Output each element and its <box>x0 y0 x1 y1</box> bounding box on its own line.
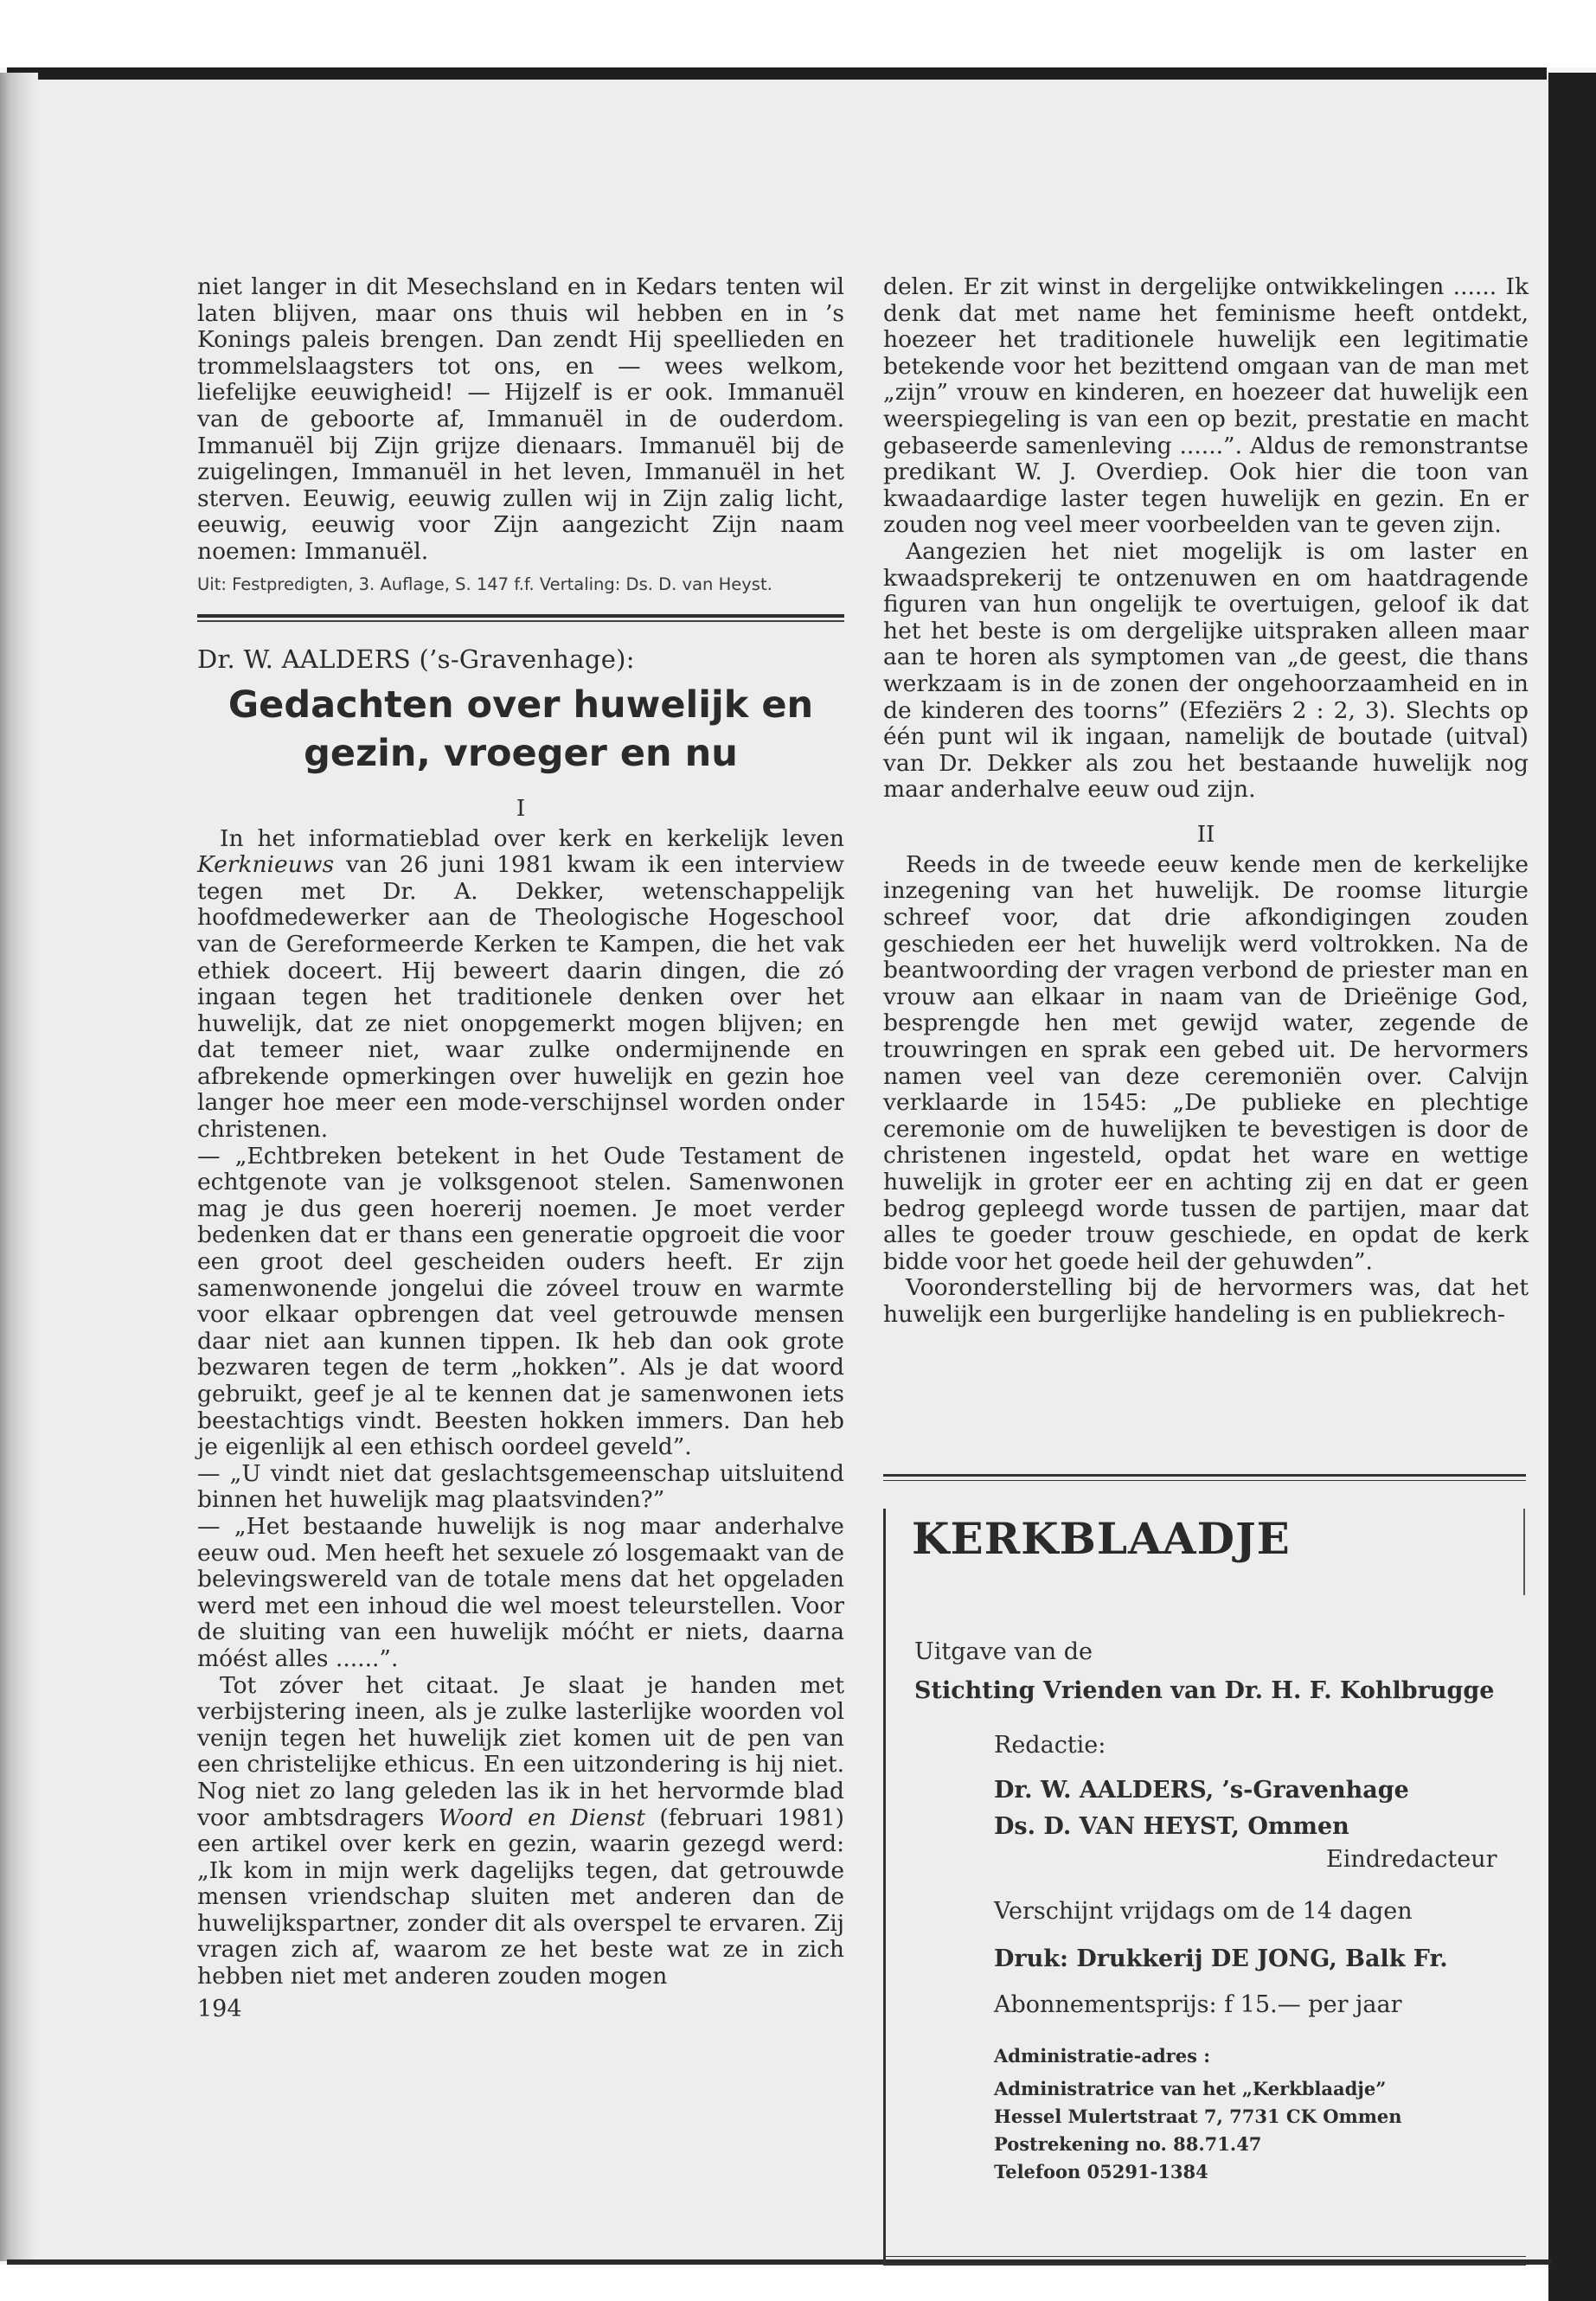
article-paragraph <box>197 826 844 1144</box>
quote-paragraph: — „Echtbreken betekent in het Oude Testament de echtgenote van je volksgenoot stelen. Samenwonen mag je dus geen hoererij noemen. Je moet verder bedenken dat er thans een generatie opgroeit die voor een groot deel gescheiden ouders heeft. Er zijn samenwonende jongelui die zóveel trouw en warmte voor elkaar opbrengen dat veel getrouwde mensen daar niet aan kunnen tippen. Ik heb dan ook grote bezwaren tegen de term „hokken”. Als je dat woord gebruikt, geef je al te kennen dat je samenwonen iets beestachtigs vindt. Beesten hokken immers. Dan heb je eigenlijk al een ethisch oordeel geveld”. <box>197 1142 844 1461</box>
publication-frequency: Verschijnt vrijdags om de 14 dagen <box>994 1898 1413 1925</box>
section-number-two: II <box>1196 821 1215 848</box>
text-run: (februari 1981) een artikel over kerk en gezin, waarin gezegd werd: „Ik kom in mijn werk dagelijks tegen, dat getrouwde mensen vriendschap sluiten met anderen dan de huwelijkspartner, zonder dit als overspel te ervaren. Zij vragen zich af, waarom ze het beste wat ze in zich hebben niet met anderen zouden mogen <box>197 1804 844 1990</box>
publisher-name: Stichting Vrienden van Dr. H. F. Kohlbrugge <box>914 1677 1495 1704</box>
scan-bottom-margin <box>0 2265 1548 2301</box>
box-border-bottom-inner <box>883 2256 1526 2257</box>
editor-role: Eindredacteur <box>1326 1846 1497 1873</box>
box-border-bottom <box>883 2263 1526 2266</box>
text-run: Tot zóver het citaat. Je slaat je handen met verbijstering ineen, als je zulke lasterlijke woorden vol venijn tegen het huwelijk ziet komen uit de pen van een christelijke ethicus. En een uitzondering is hij niet. Nog niet zo lang geleden las ik in het hervormde blad voor ambtsdragers <box>197 1671 844 1831</box>
page-gutter-shadow <box>0 73 38 2261</box>
phone-number: Telefoon 05291-1384 <box>994 2161 1208 2182</box>
masthead-box <box>883 1474 1526 2268</box>
left-column <box>197 274 844 2022</box>
article-paragraph: Reeds in de tweede eeuw kende men de kerkelijke inzegening van het huwelijk. De roomse liturgie schreef voor, dat drie afkondigingen zouden geschieden eer het huwelijk werd voltrokken. Na de beantwoording der vragen verbond de priester man en vrouw aan elkaar in naam van de Drieënige God, besprengde hen met gewijd water, zegende de trouwringen en sprak een gebed uit. De hervormers namen veel van deze ceremoniën over. Calvijn verklaarde in 1545: „De publieke en plechtige ceremonie om de huwelijken te bevestigen is door de christenen ingesteld, opdat het ware en wettige huwelijk in groter eer en achting zij en dat er geen bedrog gepleegd worde tussen de partijen, maar dat alles te goeder trouw geschiede, en opdat de kerk bidde voor het goede heil der gehuwden”. <box>883 850 1529 1275</box>
box-border-top <box>883 1474 1526 1477</box>
publication-name: Woord en Dienst <box>438 1804 645 1831</box>
editor-name: Dr. W. AALDERS, ’s-Gravenhage <box>994 1777 1409 1804</box>
article-author: Dr. W. AALDERS (’s-Gravenhage): <box>197 644 635 674</box>
box-border-top-inner <box>883 1480 1526 1481</box>
text-run: van 26 juni 1981 kwam ik een interview tegen met Dr. A. Dekker, wetenschappelijk hoofdmedewerker aan de Theologische Hogeschool van de Gereformeerde Kerken te Kampen, die het vak ethiek doceert. Hij beweert daarin dingen, die zó ingaan tegen het traditionele denken over het huwelijk, dat ze niet onopgemerkt mogen blijven; en dat temeer niet, waar zulke ondermijnende en afbrekende opmerkingen over huwelijk en gezin hoe langer hoe meer een mode-verschijnsel worden onder christenen. <box>197 851 844 1144</box>
magazine-page <box>38 80 1548 2259</box>
editorial-label: Redactie: <box>994 1732 1106 1759</box>
box-border-left <box>883 1509 886 2266</box>
box-border-right <box>1523 1509 1525 1595</box>
right-column <box>883 274 1529 1329</box>
quote-paragraph: — „U vindt niet dat geslachtsgemeenschap uitsluitend binnen het huwelijk mag plaatsvinden?” <box>197 1459 844 1514</box>
admin-label: Administratie-adres : <box>994 2045 1210 2067</box>
intro-paragraph: niet langer in dit Mesechsland en in Kedars tenten wil laten blijven, maar ons thuis wil hebben en in ’s Konings paleis brengen. Dan zendt Hij speellieden en trommelslaagsters tot ons, en — wees welkom, liefelijke eeuwigheid! — Hijzelf is er ook. Immanuël van de geboorte af, Immanuël in de ouderdom. Immanuël bij Zijn grijze dienaars. Immanuël bij de zuigelingen, Immanuël in het leven, Immanuël in het sterven. Eeuwig, eeuwig zullen wij in Zijn zalig licht, eeuwig, eeuwig voor Zijn aangezicht Zijn naam noemen: Immanuël. <box>197 273 844 565</box>
publication-name: Kerknieuws <box>197 851 335 879</box>
scan-top-margin <box>0 0 1596 67</box>
section-number-one: I <box>516 795 526 822</box>
article-divider <box>197 614 844 622</box>
article-paragraph: Aangezien het niet mogelijk is om laster en kwaadsprekerij te ontzenuwen en om haatdragende figuren van hun ongelijk te overtuigen, geloof ik dat het het beste is om dergelijke uitspraken alleen maar aan te horen als symptomen van „de geest, die thans werkzaam is in de zonen der ongehoorzaamheid en in de kinderen des toorns” (Efeziërs 2 : 2, 3). Slechts op één punt wil ik ingaan, namelijk de boutade (uitval) van Dr. Dekker als zou het bestaande huwelijk nog maar anderhalve eeuw oud zijn. <box>883 537 1529 804</box>
subscription-price: Abonnementsprijs: f 15.— per jaar <box>994 1991 1402 2018</box>
publisher-line: Uitgave van de <box>914 1638 1093 1665</box>
quote-paragraph: — „Het bestaande huwelijk is nog maar anderhalve eeuw oud. Men heeft het sexuele zó losgemaakt van de belevingswereld van de totale mens dat het opgeladen werd met een inhoud die wel moest teleurstellen. Voor de sluiting van een huwelijk móćht er niets, daarna móést alles ......”. <box>197 1512 844 1672</box>
printer-info: Druk: Drukkerij DE JONG, Balk Fr. <box>994 1945 1448 1972</box>
masthead-title: KERKBLAADJE <box>912 1513 1291 1564</box>
admin-name: Administratrice van het „Kerkblaadje” <box>994 2078 1387 2099</box>
article-paragraph <box>197 1673 844 1990</box>
source-note: Uit: Festpredigten, 3. Auflage, S. 147 f.f. Vertaling: Ds. D. van Heyst. <box>197 574 772 594</box>
admin-address: Hessel Mulertstraat 7, 7731 CK Ommen <box>994 2106 1402 2127</box>
binding-right-edge <box>1548 73 1596 2301</box>
article-title: Gedachten over huwelijk en gezin, vroeger en nu <box>228 683 814 775</box>
page-number: 194 <box>197 1995 242 2022</box>
text-run: In het informatieblad over kerk en kerkelijk leven <box>220 824 844 852</box>
binding-top-edge <box>7 67 1547 80</box>
article-paragraph: delen. Er zit winst in dergelijke ontwikkelingen ...... Ik denk dat met name het feminisme heeft ontdekt, hoezeer het traditionele huwelijk een legitimatie betekende voor het bezittend omgaan van de man met „zijn” vrouw en kinderen, en hoezeer dat huwelijk een weerspiegeling is van een op bezit, prestatie en macht gebaseerde samenleving ......”. Aldus de remonstrantse predikant W. J. Overdiep. Ook hier die toon van kwaadaardige laster tegen huwelijk en gezin. En er zouden nog veel meer voorbeelden van te geven zijn. <box>883 273 1529 539</box>
article-paragraph: Vooronderstelling bij de hervormers was, dat het huwelijk een burgerlijke handeling is en publiekrech- <box>883 1274 1529 1328</box>
giro-number: Postrekening no. 88.71.47 <box>994 2133 1262 2155</box>
editor-name: Ds. D. VAN HEYST, Ommen <box>994 1813 1349 1840</box>
